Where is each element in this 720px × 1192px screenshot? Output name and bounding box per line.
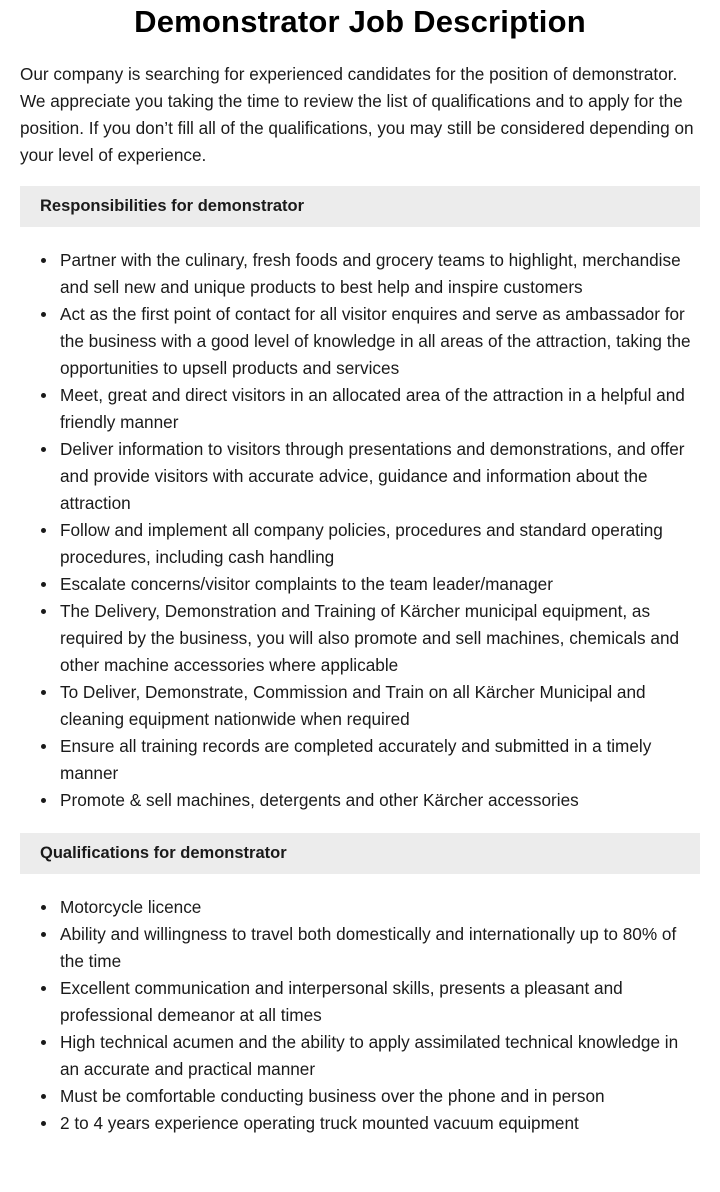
list-item-text: To Deliver, Demonstrate, Commission and Train on all Kärcher Municipal and cleaning equipment nationwide when required: [60, 682, 646, 729]
list-item-text: 2 to 4 years experience operating truck mounted vacuum equipment: [60, 1113, 579, 1133]
list-item: [60, 733, 700, 787]
bullet-icon: [41, 798, 46, 803]
list-item: [60, 975, 700, 1029]
intro-paragraph: Our company is searching for experienced candidates for the position of demonstrator. We appreciate you taking the time to review the list of qualifications and to apply for the position. If you don’t fill all of the qualifications, you may still be considered depending on your level of experience.: [20, 64, 694, 165]
bullet-icon: [41, 690, 46, 695]
list-item-text: Meet, great and direct visitors in an allocated area of the attraction in a helpful and friendly manner: [60, 385, 685, 432]
bullet-icon: [41, 932, 46, 937]
qualifications-list: [20, 894, 700, 1137]
list-item: [60, 679, 700, 733]
list-item: [60, 571, 700, 598]
list-item: [60, 1083, 700, 1110]
bullet-icon: [41, 528, 46, 533]
list-item: [60, 1110, 700, 1137]
bullet-icon: [41, 986, 46, 991]
list-item: [60, 1029, 700, 1083]
list-item-text: Deliver information to visitors through presentations and demonstrations, and offer and provide visitors with accurate advice, guidance and information about the attraction: [60, 439, 685, 513]
bullet-icon: [41, 744, 46, 749]
list-item: [60, 921, 700, 975]
bullet-icon: [41, 609, 46, 614]
responsibilities-heading: Responsibilities for demonstrator: [20, 186, 700, 227]
list-item: [60, 301, 700, 382]
qualifications-heading: Qualifications for demonstrator: [20, 833, 700, 874]
list-item: [60, 598, 700, 679]
bullet-icon: [41, 1040, 46, 1045]
bullet-icon: [41, 1094, 46, 1099]
list-item: [60, 436, 700, 517]
responsibilities-list: [20, 247, 700, 814]
list-item-text: Partner with the culinary, fresh foods and grocery teams to highlight, merchandise and sell new and unique products to best help and inspire customers: [60, 250, 681, 297]
list-item: [60, 894, 700, 921]
list-item-text: Must be comfortable conducting business over the phone and in person: [60, 1086, 605, 1106]
bullet-icon: [41, 447, 46, 452]
list-item: [60, 382, 700, 436]
list-item-text: Escalate concerns/visitor complaints to the team leader/manager: [60, 574, 553, 594]
list-item-text: Promote & sell machines, detergents and other Kärcher accessories: [60, 790, 579, 810]
list-item-text: Act as the first point of contact for all visitor enquires and serve as ambassador for the business with a good level of knowledge in all areas of the attraction, taking the opportunities to upsell products and services: [60, 304, 691, 378]
bullet-icon: [41, 1121, 46, 1126]
list-item-text: Motorcycle licence: [60, 897, 202, 917]
list-item: [60, 247, 700, 301]
list-item-text: Excellent communication and interpersonal skills, presents a pleasant and professional demeanor at all times: [60, 978, 623, 1025]
bullet-icon: [41, 905, 46, 910]
bullet-icon: [41, 393, 46, 398]
page-title: Demonstrator Job Description: [134, 4, 586, 39]
list-item: [60, 787, 700, 814]
list-item-text: Follow and implement all company policies, procedures and standard operating procedures, including cash handling: [60, 520, 663, 567]
list-item: [60, 517, 700, 571]
bullet-icon: [41, 312, 46, 317]
list-item-text: The Delivery, Demonstration and Training of Kärcher municipal equipment, as required by the business, you will also promote and sell machines, chemicals and other machine accessories where applicable: [60, 601, 680, 675]
list-item-text: Ability and willingness to travel both domestically and internationally up to 80% of the time: [60, 924, 677, 971]
list-item-text: Ensure all training records are completed accurately and submitted in a timely manner: [60, 736, 652, 783]
bullet-icon: [41, 582, 46, 587]
bullet-icon: [41, 258, 46, 263]
list-item-text: High technical acumen and the ability to apply assimilated technical knowledge in an accurate and practical manner: [60, 1032, 679, 1079]
